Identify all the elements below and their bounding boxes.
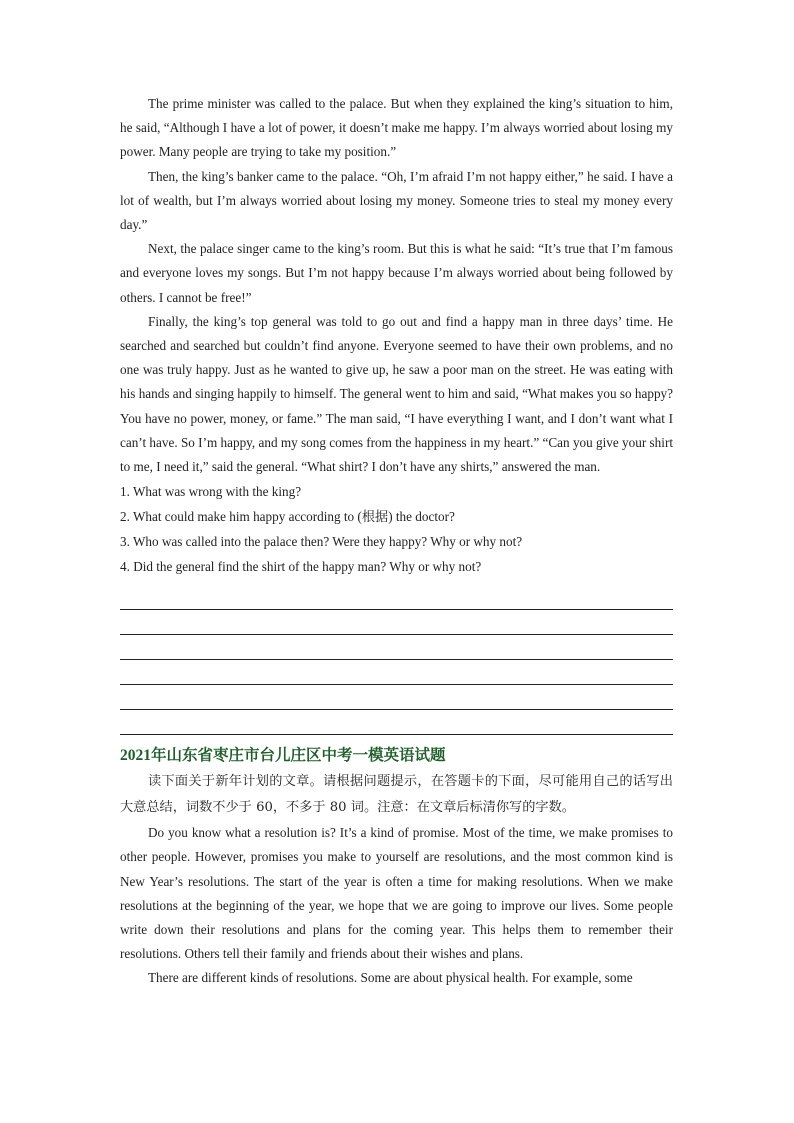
answer-line[interactable]	[120, 610, 673, 635]
passage-paragraph-1: Do you know what a resolution is? It’s a kind of promise. Most of the time, we make promises to other people. However, promises you make to yourself are resolutions, and the most common kind is New Year’s resolutions. The start of the year is often a time for making resolutions. When we make resolutions at the beginning of the year, we hope that we are going to improve our lives. Some people write down their resolutions and plans for the coming year. This helps them to remember their resolutions. Others tell their family and friends about their wishes and plans.	[120, 825, 673, 962]
section-instruction: 读下面关于新年计划的文章。请根据问题提示，在答题卡的下面，尽可能用自己的话写出大意总结，词数不少于 60，不多于 80 词。注意：在文章后标清你写的字数。	[120, 774, 673, 816]
question-list	[120, 479, 673, 579]
story-paragraph-3: Next, the palace singer came to the king’s room. But this is what he said: “It’s true that I’m famous and everyone loves my songs. But I’m not happy because I’m always worried about being followed by others. I cannot be free!”	[120, 241, 673, 305]
page-content	[120, 92, 673, 991]
answer-line[interactable]	[120, 585, 673, 610]
answer-line[interactable]	[120, 660, 673, 685]
passage-paragraph-2: There are different kinds of resolutions. Some are about physical health. For example, some	[148, 970, 633, 986]
answer-line[interactable]	[120, 635, 673, 660]
question-3: 3. Who was called into the palace then? Were they happy? Why or why not?	[120, 534, 523, 550]
question-1: 1. What was wrong with the king?	[120, 484, 302, 500]
answer-lines[interactable]	[120, 585, 673, 735]
story-paragraph-2: Then, the king’s banker came to the palace. “Oh, I’m afraid I’m not happy either,” he said. I have a lot of wealth, but I’m always worried about losing my money. Someone tries to steal my money every day.”	[120, 168, 673, 233]
story-paragraph-4: Finally, the king’s top general was told to go out and find a happy man in three days’ time. He searched and searched but couldn’t find anyone. Everyone seemed to have their own problems, and no one was truly happy. Just as he wanted to give up, he saw a poor man on the street. He was eating with his hands and singing happily to himself. The general went to him and said, “What makes you so happy? You have no power, money, or fame.” The man said, “I have everything I want, and I don’t want what I can’t have. So I’m happy, and my song comes from the happiness in my heart.” “Can you give your shirt to me, I need it,” said the general. “What shirt? I don’t have any shirts,” answered the man.	[120, 313, 673, 475]
answer-line[interactable]	[120, 685, 673, 710]
section-title: 2021年山东省枣庄市台儿庄区中考一模英语试题	[120, 747, 446, 765]
answer-line[interactable]	[120, 710, 673, 735]
question-4: 4. Did the general find the shirt of the happy man? Why or why not?	[120, 559, 482, 575]
story-paragraph-1: The prime minister was called to the palace. But when they explained the king’s situation to him, he said, “Although I have a lot of power, it doesn’t make me happy. I’m always worried about losing my power. Many people are trying to take my position.”	[120, 96, 673, 160]
question-2: 2. What could make him happy according to (根据) the doctor?	[120, 509, 455, 525]
